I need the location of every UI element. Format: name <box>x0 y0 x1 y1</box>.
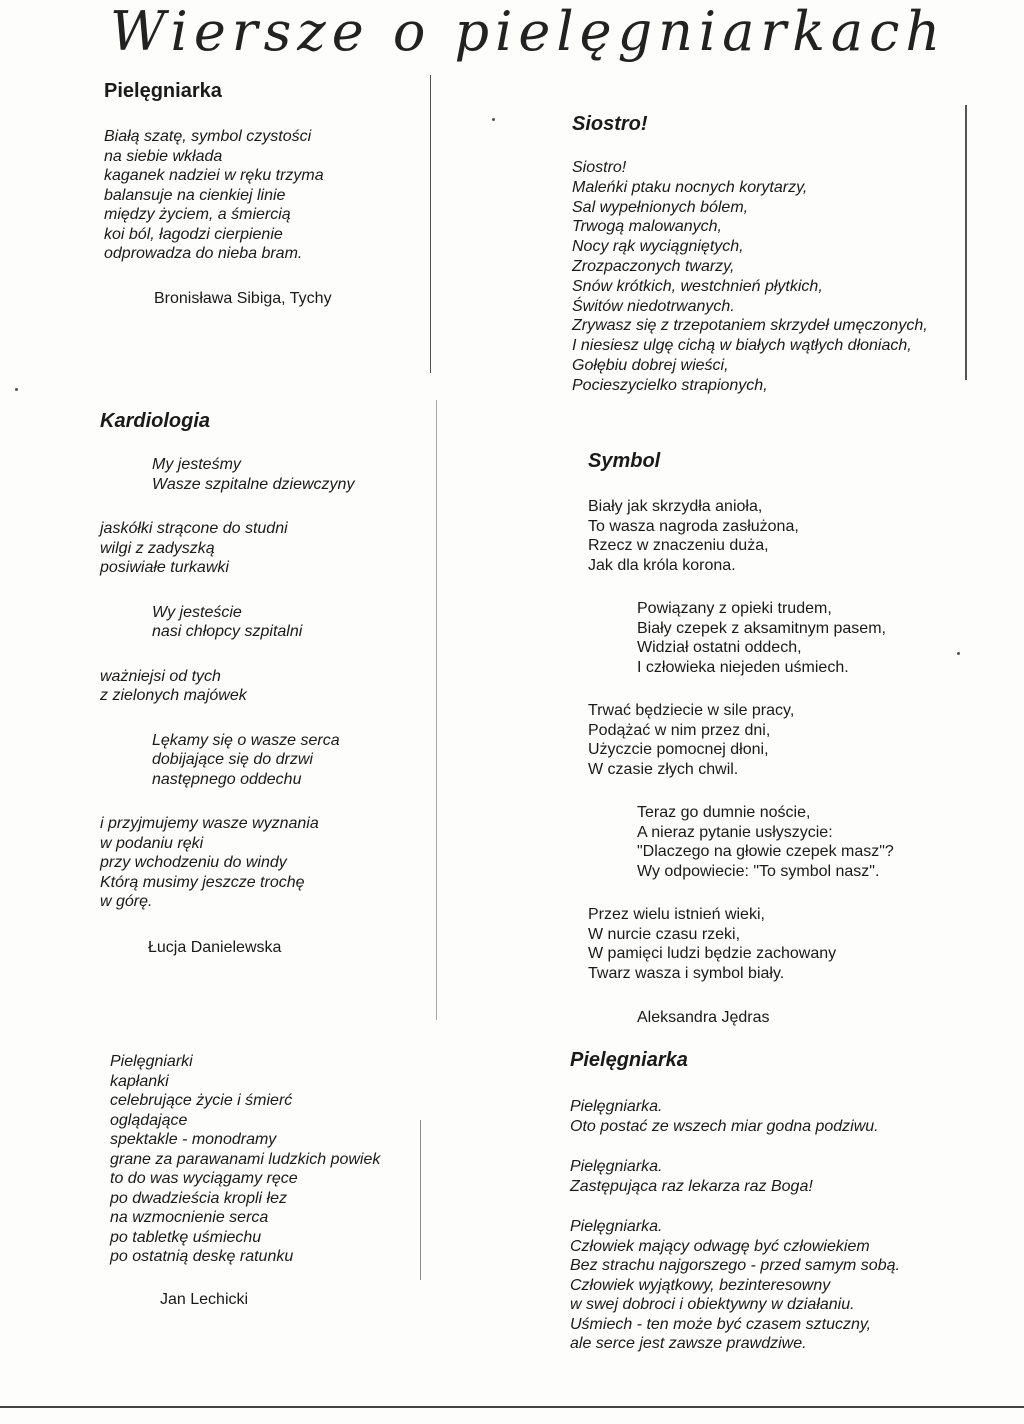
stanza: Teraz go dumnie noście, A nieraz pytanie usłyszycie: "Dlaczego na głowie czepek masz"? Wy odpowiecie: "To symbol nasz". <box>637 804 894 880</box>
stanza: Trwać będziecie w sile pracy, Podążać w nim przez dni, Użyczcie pomocnej dłoni, W czasie złych chwil. <box>588 702 795 778</box>
poem-text: Siostro! Maleńki ptaku nocnych korytarzy, Sal wypełnionych bólem, Trwogą malowanych, Nocy rąk wyciągniętych, Zrozpaczonych twarzy, Snów krótkich, westchnień płytkich, Świtów niedotrwanych. Zrywasz się z trzepotaniem skrzydeł umęczonych, I niesiesz ulgę cichą w białych wątłych dłoniach, Gołębiu dobrej wieści, Pocieszycielko strapionych, <box>572 159 928 394</box>
poem-heading: Pielęgniarka <box>570 1049 688 1071</box>
poem-pielegniarka-2 <box>570 1049 900 1354</box>
column-divider-bottom <box>420 1120 421 1280</box>
poem-siostro <box>572 113 928 396</box>
stanza: Przez wielu istnień wieki, W nurcie czasu rzeki, W pamięci ludzi będzie zachowany Twarz wasza i symbol biały. <box>588 906 837 982</box>
poem-author: Łucja Danielewska <box>148 938 282 956</box>
poem-heading: Kardiologia <box>100 410 211 432</box>
poem-heading: Siostro! <box>572 113 648 135</box>
stanza: i przyjmujemy wasze wyznania w podaniu ręki przy wchodzeniu do windy Którą musimy jeszcze trochę w górę. <box>100 815 319 910</box>
right-margin-line <box>965 105 967 380</box>
poem-pielegniarka-1 <box>104 80 332 308</box>
stanza: Biały jak skrzydła anioła, To wasza nagroda zasłużona, Rzecz w znaczeniu duża, Jak dla króla korona. <box>588 498 799 574</box>
page-title: Wiersze o pielęgniarkach <box>110 0 947 63</box>
stanza: My jesteśmy Wasze szpitalne dziewczyny <box>152 456 355 493</box>
stanza: Pielęgniarka. Człowiek mający odwagę być człowiekiem Bez strachu najgorszego - przed samym sobą. Człowiek wyjątkowy, bezinteresowny w swej dobroci i obiektywny w działaniu. Uśmiech - ten może być czasem sztuczny, ale serce jest zawsze prawdziwe. <box>570 1218 900 1352</box>
poem-symbol <box>588 450 894 1027</box>
poem-pielegniarki <box>110 1052 380 1309</box>
poem-kardiologia <box>100 410 354 957</box>
stanza: jaskółki strącone do studni wilgi z zadyszką posiwiałe turkawki <box>100 520 288 576</box>
poem-author: Bronisława Sibiga, Tychy <box>154 289 332 307</box>
scan-speck <box>957 652 960 655</box>
stanza: Pielęgniarka. Oto postać ze wszech miar godna podziwu. <box>570 1098 879 1135</box>
column-divider-middle <box>436 400 437 1020</box>
poem-author: Aleksandra Jędras <box>637 1009 770 1026</box>
poem-heading: Symbol <box>588 450 661 472</box>
scan-speck <box>15 388 18 391</box>
poem-text: Pielęgniarki kapłanki celebrujące życie i śmierć oglądające spektakle - monodramy grane za parawanami ludzkich powiek to do was wyciągamy ręce po dwadzieścia kropli łez na wzmocnienie serca po tabletkę uśmiechu po ostatnią deskę ratunku <box>110 1053 381 1265</box>
poem-author: Jan Lechicki <box>160 1290 249 1308</box>
poem-heading: Pielęgniarka <box>104 80 222 102</box>
stanza: Wy jesteście nasi chłopcy szpitalni <box>152 603 303 640</box>
poem-text: Białą szatę, symbol czystości na siebie wkłada kaganek nadziei w ręku trzyma balansuje na cienkiej linie między życiem, a śmiercią koi ból, łagodzi cierpienie odprowadza do nieba bram. <box>104 128 324 262</box>
stanza: Pielęgniarka. Zastępująca raz lekarza raz Boga! <box>570 1158 813 1195</box>
stanza: Lękamy się o wasze serca dobijające się do drzwi następnego oddechu <box>152 731 340 788</box>
stanza: Powiązany z opieki trudem, Biały czepek z aksamitnym pasem, Widział ostatni oddech, I człowieka niejeden uśmiech. <box>637 600 886 676</box>
column-divider-top <box>430 75 431 373</box>
scan-bottom-edge <box>0 1406 1024 1408</box>
stanza: ważniejsi od tych z zielonych majówek <box>100 667 247 704</box>
scan-speck <box>492 118 495 121</box>
